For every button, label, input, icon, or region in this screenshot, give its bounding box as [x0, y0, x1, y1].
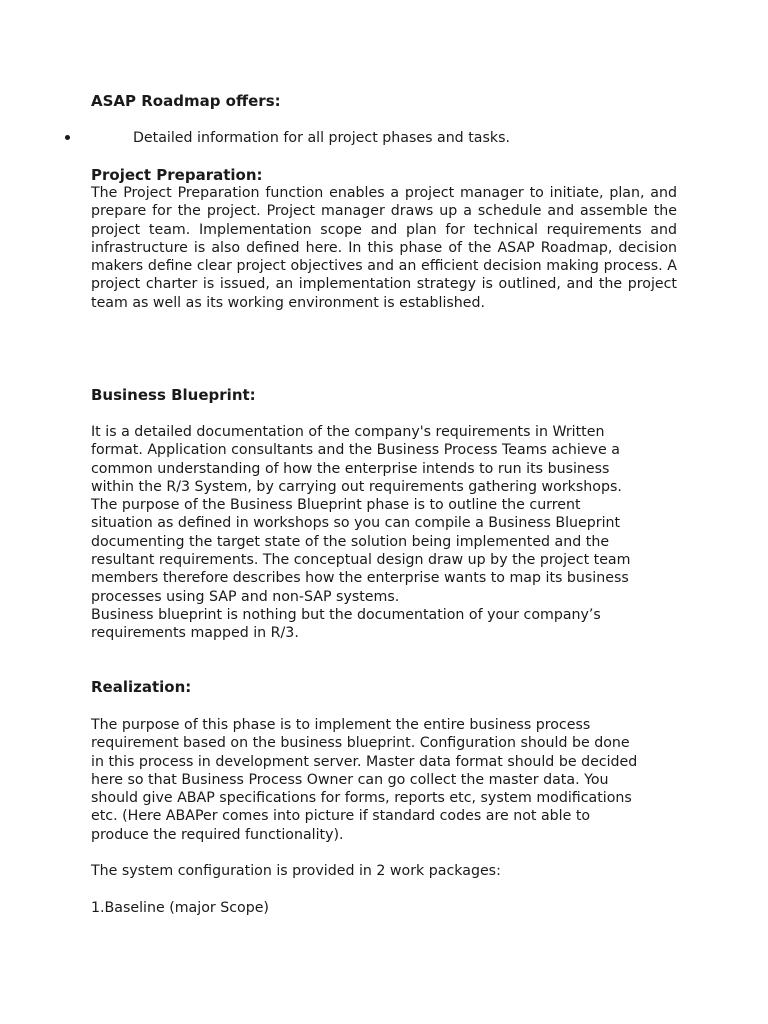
intro-heading: ASAP Roadmap offers: — [91, 92, 281, 110]
realization-paragraph — [91, 716, 677, 844]
text-line: produce the required functionality). — [91, 826, 344, 843]
text-line: should give ABAP specifications for forms, reports etc, system modifications — [91, 790, 632, 807]
text-line: Business blueprint is nothing but the documentation of your company’s — [91, 606, 601, 623]
text-line: It is a detailed documentation of the company's requirements in Written — [91, 424, 605, 440]
text-line: common understanding of how the enterprise intends to run its business — [91, 460, 610, 477]
text-line: requirements mapped in R/3. — [91, 625, 299, 642]
bullet-dot-icon — [65, 135, 70, 140]
text-line: etc. (Here ABAPer comes into picture if standard codes are not able to — [91, 808, 591, 825]
baseline-item: 1.Baseline (major Scope) — [91, 900, 269, 916]
text-line: requirement based on the business blueprint. Configuration should be done — [91, 735, 630, 752]
work-packages-paragraph: The system configuration is provided in 2 work packages: — [91, 863, 501, 879]
bullet-text: Detailed information for all project phases and tasks. — [133, 130, 510, 146]
business-blueprint-heading: Business Blueprint: — [91, 386, 256, 404]
text-line: in this process in development server. Master data format should be decided — [91, 753, 638, 770]
text-line: format. Application consultants and the Business Process Teams achieve a — [91, 442, 620, 459]
business-blueprint-paragraph — [91, 423, 677, 643]
text-line: documenting the target state of the solution being implemented and the — [91, 533, 610, 550]
text-line: here so that Business Process Owner can go collect the master data. You — [91, 771, 609, 788]
project-preparation-paragraph: The Project Preparation function enables a project manager to initiate, plan, and prepare for the project. Project manager draws up a schedule and assemble the project team. Implementation scope and plan for technical requirements and infrastructure is also defined here. In this phase of the ASAP Roadmap, decision makers define clear project objectives and an efficient decision making process. A project charter is issued, an implementation strategy is outlined, and the project team as well as its working environment is established. — [91, 185, 677, 311]
text-line: The purpose of this phase is to implement the entire business process — [91, 717, 591, 733]
text-line: situation as defined in workshops so you can compile a Business Blueprint — [91, 515, 621, 532]
project-preparation-heading: Project Preparation: — [91, 166, 263, 184]
text-line: processes using SAP and non-SAP systems. — [91, 588, 400, 605]
text-line: members therefore describes how the enterprise wants to map its business — [91, 570, 629, 587]
bullet-item — [65, 129, 510, 147]
text-line: resultant requirements. The conceptual design draw up by the project team — [91, 552, 631, 569]
text-line: within the R/3 System, by carrying out requirements gathering workshops. — [91, 478, 622, 495]
text-line: The purpose of the Business Blueprint phase is to outline the current — [91, 497, 581, 514]
realization-heading: Realization: — [91, 678, 192, 696]
